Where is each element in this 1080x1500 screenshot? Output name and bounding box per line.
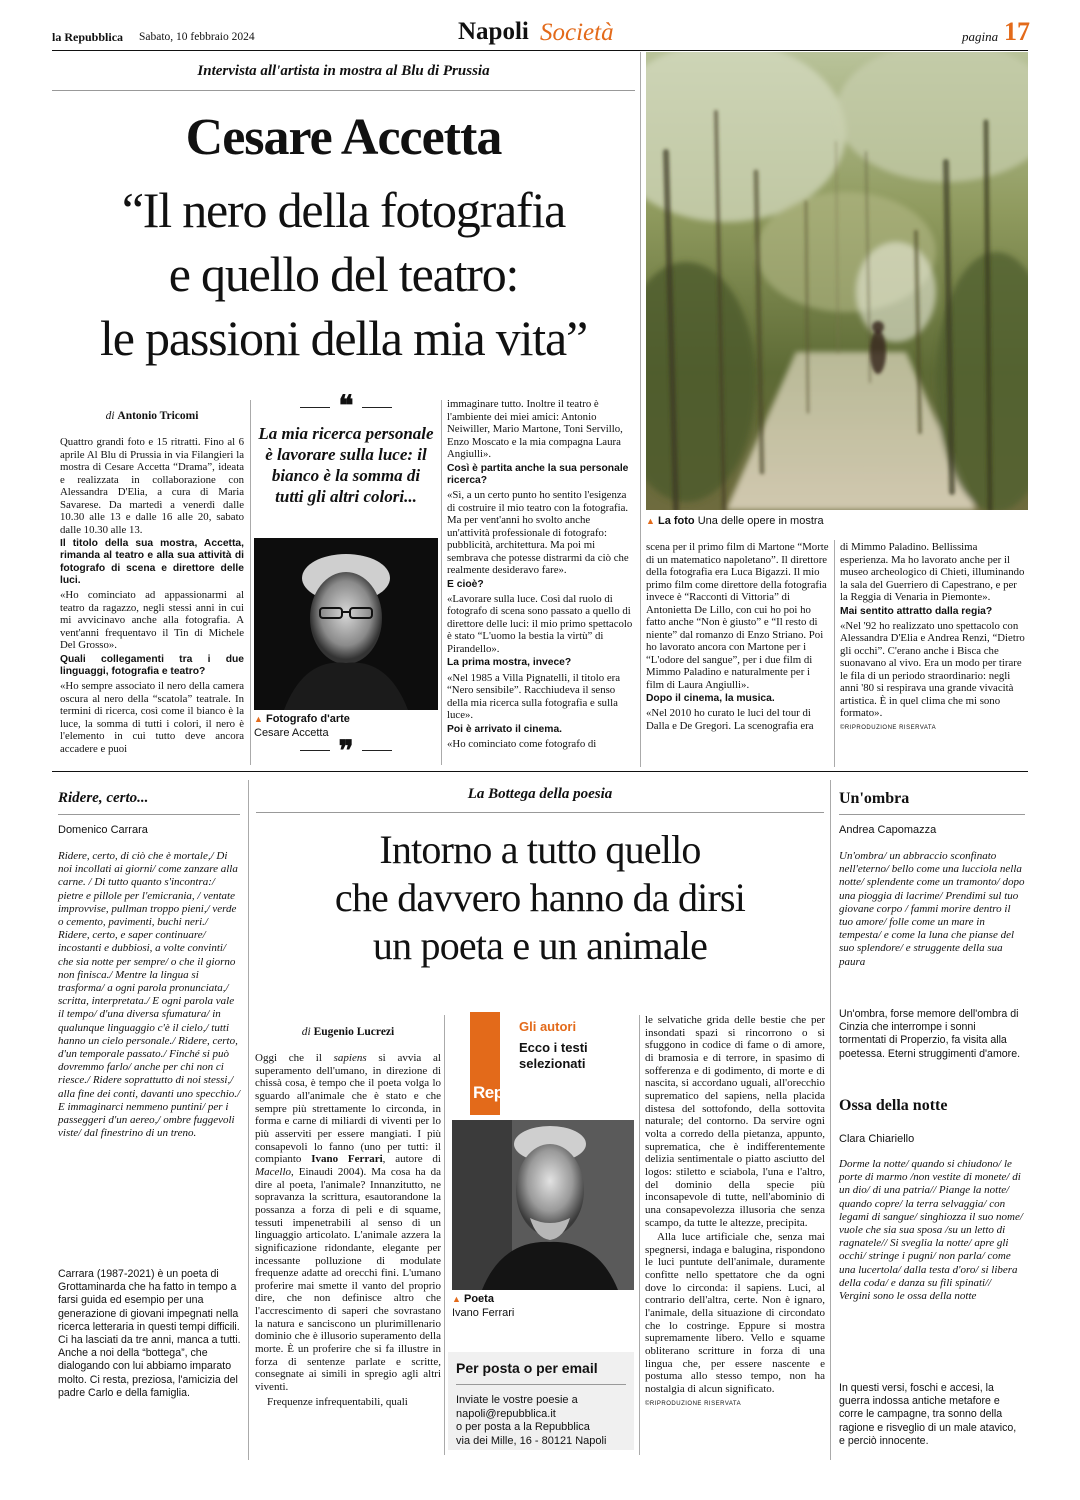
left-poem-text: Ridere, certo, di ciò che è mortale,/ Di noi incollati ai giorni/ come zanzare alla carne. / Di tutto quanto s'incontra:/ pietre e pillole per l'emicrania, / ventate improvvise, pullman troppo pieni,/ verde o cemento, pavimenti, buchi neri./ Ridere, certo, e saper continuare/ incostanti e dubbiosi, a volte convinti/ che sia notte per sempre/ o che il giorno non finisca./ Mentre la lingua si trasforma/ a ogni parola pronunciata,/ scritta, interpretata./ E ogni parola vale il tempo/ d'una diversa sfumatura/ in qualunque linguaggio c'è il cielo,/ tutti hanno un cielo personale./ Ridere, certo, d'un temporale passato./ Finché si può dovremmo farlo/ anche per chi non ci riesce./ Ridere soprattutto di noi stessi,/ alla fine dei conti, davanti uno specchio./ E immaginarci nemmeno puntini/ per i passeggeri d'un aereo,/ ombre fuggevoli viste/ dal finestrino di un treno.: [58, 850, 241, 1140]
artwork-caption-title: La foto: [657, 515, 695, 527]
bottega-text-2: le selvatiche grida delle bestie che per insondati spazi si rincorrono o si sfuggono in codice di fame o di amore, di bramosia e di terrore, in spasimo di sofferenza e di godimento, di morte e di nascita, si accordano uguali, all'orecchio suprematico del sapiens, nella placida distesa del sottofondo, della sottovita naturale; del contorno. Da servire ogni volta a corredo della pietanza, appunto, suprematica, che è indifferentemente delizia sentimentale o piatto asciutto del logos: stiletto e sciabola, l'una e l'altro, del dominio della specie più inconsapevole di tutte, nell'abominio di una consapevolezza illusoria che senza scampo, da tutte le altezze, precipita.: [645, 1014, 825, 1229]
bottega-headline: [256, 826, 824, 970]
interview-byline: [60, 410, 244, 422]
left-poem-title: Ridere, certo...: [58, 790, 149, 806]
submission-rule: [456, 1384, 626, 1385]
bottega-text-part: Macello: [255, 1165, 292, 1178]
artwork-photo: [646, 52, 1028, 510]
quote-rule: [300, 407, 330, 408]
column-divider: [830, 780, 831, 1460]
question-4: E cioè?: [447, 578, 484, 590]
question-1: Il titolo della sua mostra, Accetta, rimanda al teatro e alla sua attività di fotografo di scena e direttore delle luci.: [60, 538, 244, 586]
paper-name: la Repubblica: [52, 30, 124, 44]
interview-column-3: [447, 398, 635, 752]
right-poem-1-title: Un'ombra: [839, 790, 910, 807]
close-quote-icon: ❞: [338, 736, 354, 767]
caption-triangle-icon: ▲: [452, 1294, 461, 1304]
kicker-rule: [256, 812, 824, 813]
portrait-caption-title: Fotografo d'arte: [265, 713, 350, 725]
bottega-text-1: [255, 1052, 441, 1394]
bottega-text-part: si avvia al superamento dell'umano, in direzione di chissà cosa, è tempo che il poeta volga lo sguardo all'animale che è stato e che sempre più strettamente lo circonda, in forma e carne di miliardi di viventi per lo più asserviti per essere mangiati. I più consapevoli lo fanno (uno per tutti: il compianto: [255, 1052, 441, 1166]
answer-6: «Ho cominciato come fotografo di: [447, 737, 597, 750]
interview-headline: [40, 178, 647, 370]
kicker-rule: [52, 90, 635, 91]
question-6: Poi è arrivato il cinema.: [447, 723, 563, 735]
poet-caption: [452, 1292, 634, 1320]
interview-name: Cesare Accetta: [185, 109, 502, 166]
bottega-headline-line-3: un poeta e un animale: [372, 923, 708, 968]
section-rule: [52, 771, 1028, 772]
submission-line-1: Inviate le vostre poesie a: [456, 1394, 578, 1406]
bottega-byline: [255, 1026, 441, 1038]
authors-box-title: Ecco i testi selezionati: [519, 1040, 588, 1071]
poem-title-rule: [839, 814, 1025, 815]
byline-prefix: di: [105, 410, 115, 422]
bottega-byline-prefix: di: [301, 1026, 311, 1038]
poet-image: [452, 1120, 634, 1290]
rep-logo: Rep: [473, 1083, 504, 1102]
quote-rule: [362, 407, 392, 408]
artwork-caption-text: Una delle opere in mostra: [697, 515, 824, 527]
question-2: Quali collegamenti tra i due linguaggi, fotografia e teatro?: [60, 653, 244, 677]
answer-3: «Sì, a un certo punto ho sentito l'esigenza di costruire il mio teatro con la fotografia. Ma per vent'anni ho svolto anche un'attività professionale di fotografo: pubblicità, architettura. Ma poi mi sembrava che potesse distrarmi da ciò che realmente desideravo fare».: [447, 489, 629, 577]
right-poem-2-title: Ossa della notte: [839, 1097, 948, 1114]
question-3: Così è partita anche la sua personale ricerca?: [447, 462, 629, 486]
column-divider: [639, 1015, 640, 1455]
bottega-text-part: sapiens: [333, 1052, 367, 1064]
page-number: 17: [1004, 17, 1030, 46]
poet-caption-name: Ivano Ferrari: [452, 1307, 515, 1319]
caption-triangle-icon: ▲: [646, 516, 655, 526]
bottega-text-part: , Einaudi 2004). Ma cosa ha da dire al poeta, l'animale? Innanzitutto, ne sopravanza la scrittura, esautorandone la possanza a forza di peli e di squame, tessuti impenetrabili al senso di un linguaggio articolato. L'animale azzera la significazione ridondante, elegante per incessante polluzione di modulate frequenze adatte ad orecchi fini. L'umano proferire mai smette il vanto del proprio dire, che non definisce altro che l'accrescimento di saperi che sovrastano la natura e sanciscono un plurimillenario dominio che è illusorio superamento della morte. È un proferire che si fa illustre in forza di sentenze parlate e scritte, consegnate ai simili in spregio agli altri viventi.: [255, 1165, 441, 1394]
bottega-column-1: [255, 1052, 441, 1410]
answer-7-cont: di Mimmo Paladino. Bellissima esperienza. Ma ho lavorato anche per il museo archeologico di Chieti, illuminando la sala del Guerriero di Capestrano, e per la Reggia di Venaria in Piemonte».: [840, 541, 1025, 603]
submission-box: [448, 1352, 634, 1450]
interview-column-4: [646, 541, 830, 734]
interview-kicker: Intervista all'artista in mostra al Blu di Prussia: [197, 63, 490, 79]
quote-rule: [362, 750, 392, 751]
headline-line-3: le passioni della mia vita”: [100, 310, 587, 366]
answer-1: «Ho cominciato ad appassionarmi al teatro da ragazzo, negli stessi anni in cui mi avvicinavo anche alla fotografia. A vent'anni frequentavo il Tin di Michele Del Grosso».: [60, 589, 244, 652]
column-divider: [441, 400, 442, 765]
column-divider: [640, 52, 641, 767]
submission-line-3: o per posta a la Repubblica: [456, 1421, 590, 1433]
bottega-text-part: Oggi che il: [255, 1052, 334, 1064]
portrait-caption-name: Cesare Accetta: [254, 727, 329, 739]
headline-line-1: “Il nero della fotografia: [121, 182, 566, 238]
right-poem-2-note: In questi versi, foschi e accesi, la guerra indossa antiche metafore e corre le campagne, tra sonno della ragione e risveglio di un male atavico, e perciò innocente.: [839, 1382, 1017, 1447]
right-poem-1-note: Un'ombra, forse memore dell'ombra di Cinzia che interrompe i sonni tormentati di Properzio, fa visita alla poetessa. Eterni struggimenti d'amore.: [839, 1008, 1021, 1060]
right-poem-1-text: Un'ombra/ un abbraccio sconfinato nell'eterno/ bello come una lucciola nella notte/ splendente come un tramonto/ dopo una pioggia di lacrime/ Prendimi sul tuo giovane corpo / fammi morire dentro il tuo amore/ folle come un mare in tempesta/ e come la luna che pianse del suo splendore/ e struggente della sua paura: [839, 850, 1025, 968]
authors-box-label: Gli autori: [519, 1019, 577, 1034]
bottega-column-3: [645, 1014, 825, 1412]
right-poem-2-author: Clara Chiariello: [839, 1133, 915, 1145]
question-8: Mai sentito attratto dalla regia?: [840, 605, 993, 617]
issue-date: Sabato, 10 febbraio 2024: [139, 31, 255, 43]
portrait-photo: [254, 538, 438, 710]
pullquote: La mia ricerca personale è lavorare sulla luce: il bianco è la somma di tutti gli altri colori...: [258, 424, 434, 506]
portrait-image: [254, 538, 438, 710]
right-poem-2-text: Dorme la notte/ quando si chiudono/ le porte di marmo /non vestite di monete/ di un dio/ di una patria// Piange la notte/ quando copre/ la terra selvaggia/ con legami di sangue/ singhiozza il suo nome/ vuole che sia sua sposa /su un letto di ragnatele// Si sveglia la notte/ apre gli occhi/ stringe i pugni/ non parla/ come una lucertola/ dalla testa d'oro/ si libera della coda/ e danza su fili spinati// Vergini sono le ossa della notte: [839, 1158, 1023, 1303]
submission-email-link[interactable]: napoli@repubblica.it: [456, 1407, 556, 1420]
column-divider: [444, 1015, 445, 1455]
question-7: Dopo il cinema, la musica.: [646, 693, 775, 704]
left-poem-note: Carrara (1987-2021) è un poeta di Grottaminarda che ha fatto in tempo a farsi guida ed esempio per una generazione di giovani impegnati nella ricerca letteraria in questi tempi difficili. Ci ha lasciati da tre anni, manca a tutti. Anche a noi della “bottega”, che dialogando con lui abbiamo imparato molto. Ci resta, preziosa, l'amicizia del padre Carlo e della famiglia.: [58, 1268, 241, 1399]
interview-lead: Quattro grandi foto e 15 ritratti. Fino al 6 aprile Al Blu di Prussia in via Filangieri la mostra di Cesare Accetta “Drama”, ideata e realizzata in collaborazione con Alessandra D'Elia, a cura di Maria Savarese. Da martedì a venerdì dalle 10.30 alle 13 e dalle 16 alle 20, sabato dalle 10.30 alle 13.: [60, 436, 244, 536]
answer-2: «Ho sempre associato il nero della camera oscura al nero della “scatola” teatrale. In termini di ricerca, così come il bianco è la luce, la somma di tutti i colori, il nero è l'elemento in cui tutto deve ancora accadere e puoi: [60, 680, 244, 755]
column-divider: [834, 540, 835, 767]
submission-text: [456, 1394, 606, 1448]
column-divider: [250, 400, 251, 765]
question-5: La prima mostra, invece?: [447, 657, 572, 669]
bottega-headline-line-1: Intorno a tutto quello: [379, 827, 701, 872]
answer-4: «Lavorare sulla luce. Così dal ruolo di fotografo di scena sono passato a quello di direttore delle luci: il mio primo spettacolo è stato “L'uomo la bestia la virtù” di Pirandello».: [447, 592, 633, 655]
interview-column-1: [60, 436, 244, 757]
bottega-text-part: , autore di: [382, 1153, 441, 1166]
section-title: Napoli: [458, 18, 529, 45]
left-poem-author: Domenico Carrara: [58, 824, 148, 836]
open-quote-icon: ❝: [338, 391, 354, 422]
submission-title: Per posta o per email: [456, 1360, 598, 1376]
masthead-rule: [52, 50, 1028, 51]
interview-rights: ©RIPRODUZIONE RISERVATA: [840, 724, 937, 731]
bottega-byline-name: Eugenio Lucrezi: [313, 1026, 395, 1038]
poet-caption-title: Poeta: [463, 1293, 494, 1305]
answer-7: «Nel 2010 ho curato le luci del tour di Dalla e De Gregori. La scenografia era: [646, 707, 814, 732]
subsection-title: Società: [540, 19, 614, 46]
bottega-text-3: Alla luce artificiale che, senza mai spegnersi, indaga e balugina, rispondono le luci puntute dell'animale, duramente confitte nello spettatore che da ogni dove lo circonda: il sapiens. Luci, al contrario dell'altra, certe. Non è ignaro, l'animale, della situazione di circondato che lo costringe. Eppure si mostra supremamente libero. Vello e squame obliterano scritture in forza di una lingua che, per essere nascente e postuma allo stesso tempo, non ha nostalgia di alcun significato.: [645, 1231, 825, 1396]
byline-name: Antonio Tricomi: [117, 410, 199, 422]
bottega-headline-line-2: che davvero hanno da dirsi: [334, 875, 746, 920]
submission-line-4: via dei Mille, 16 - 80121 Napoli: [456, 1434, 607, 1447]
rep-logo-box: [470, 1012, 504, 1115]
poem-title-rule: [58, 814, 240, 815]
bottega-kicker: La Bottega della poesia: [467, 786, 613, 802]
answer-2-end: immaginare tutto. Inoltre il teatro è l'ambiente dei miei amici: Antonio Neiwiller, Mario Martone, Toni Servillo, Enzo Moscato e la mia compagna Laura Angiulli».: [447, 398, 623, 460]
headline-line-2: e quello del teatro:: [168, 246, 519, 302]
answer-6-cont: scena per il primo film di Martone “Morte di un matematico napoletano”. Il direttore della fotografia era Luca Bigazzi. Il mio primo film come direttore della fotografia invece è “Racconti di Vittoria” di Antonietta De Lillo, con cui ho poi ho fatto anche “Non è giusto” e “Il resto di niente” dal romanzo di Enzo Striano. Poi ho lavorato ancora con Martone per i “L'odore del sangue”, per i due film di Mimmo Paladino e naturalmente per i film di Laura Angiulli».: [646, 541, 829, 691]
interview-column-5: [840, 541, 1026, 736]
bottega-text-end: Frequenze infrequentabili, quali: [267, 1395, 408, 1408]
right-poem-1-author: Andrea Capomazza: [839, 824, 937, 836]
artwork-caption: [646, 515, 1028, 527]
answer-5: «Nel 1985 a Villa Pignatelli, il titolo era “Nero sensibile”. Racchiudeva il senso della mia ricerca sulla fotografia e sulla luce».: [447, 671, 621, 722]
poet-photo: [452, 1120, 634, 1290]
bottega-rights: ©RIPRODUZIONE RISERVATA: [645, 1400, 742, 1407]
caption-triangle-icon: ▲: [254, 714, 263, 724]
column-divider: [248, 780, 249, 1460]
bottega-text-part: Ivano Ferrari: [311, 1153, 383, 1166]
answer-8: «Nel '92 ho realizzato uno spettacolo con Alessandra D'Elia e Andrea Renzi, “Dietro gli occhi”. C'erano anche i Bisca che suonavano al vivo. Era un modo per tirare le fila di un periodo straordinario: negli anni '80 si respirava una grande vivacità artistica. È in quel clima che mi sono formato».: [840, 619, 1025, 720]
artwork-image: [646, 52, 1028, 510]
page-label: pagina: [962, 29, 999, 44]
